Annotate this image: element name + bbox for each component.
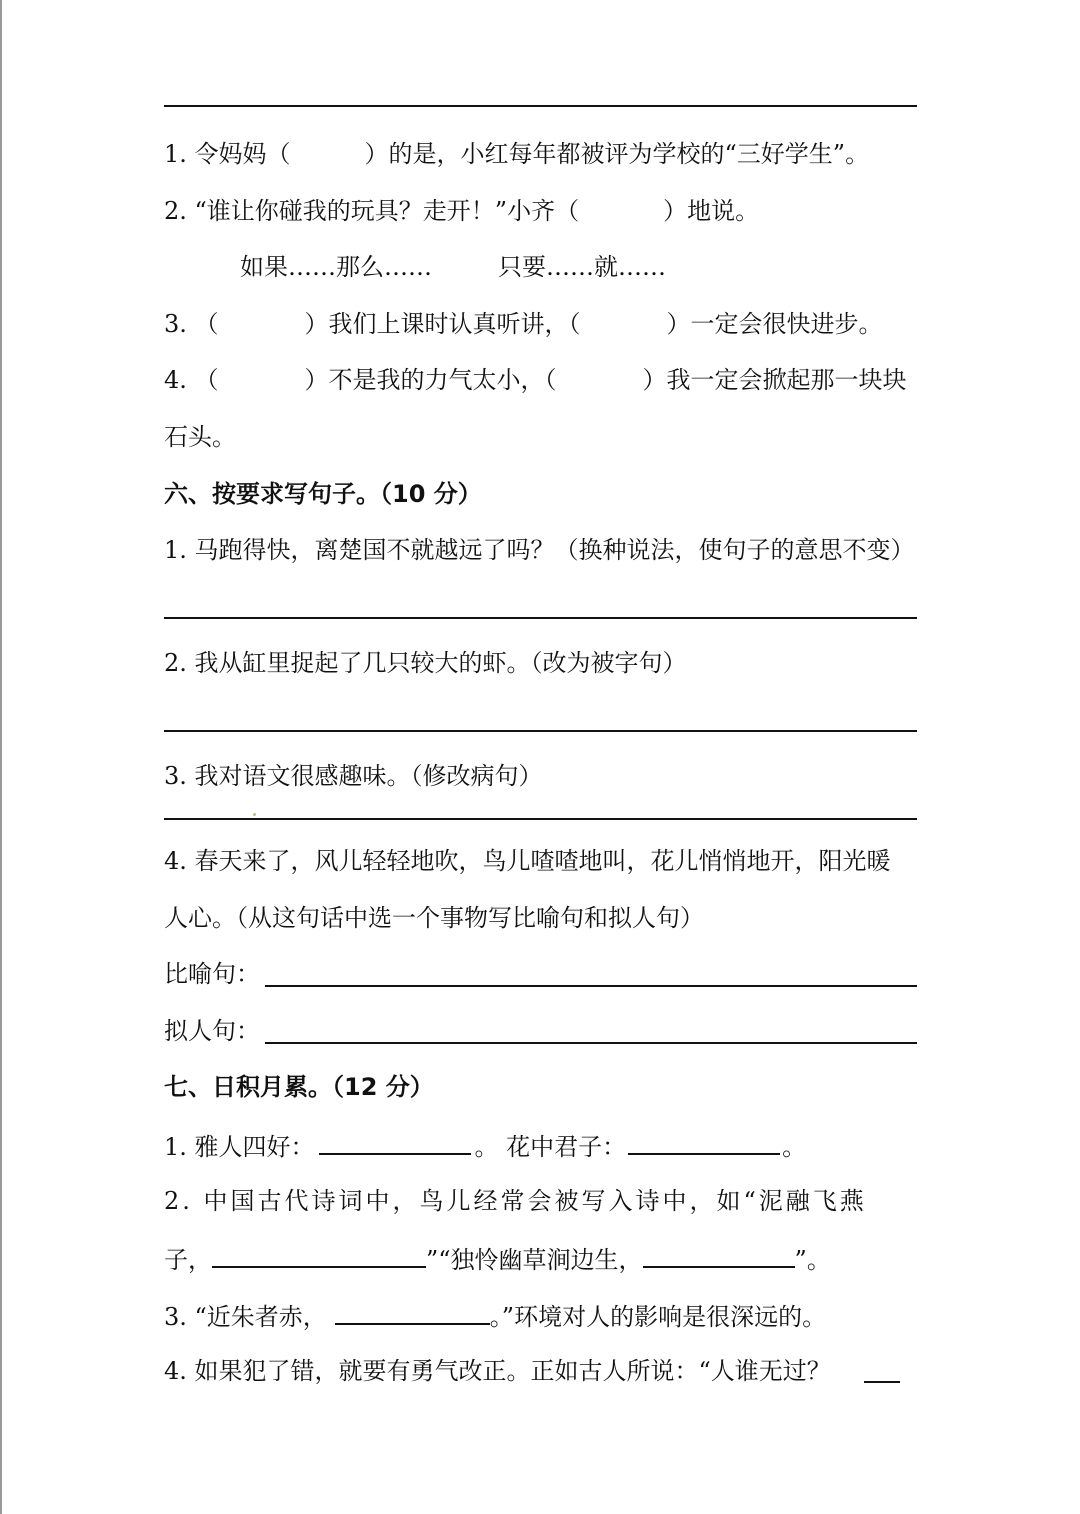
speck [253, 813, 256, 816]
answer-line [164, 105, 917, 107]
question-s5-2: 2. “谁让你碰我的玩具？走开！”小齐（ ）地说。 [164, 197, 760, 225]
question-s6-1: 1. 马跑得快，离楚国不就越远了吗？（换种说法，使句子的意思不变） [164, 536, 915, 564]
question-s5-4: 4. （ ）不是我的力气太小，（ ）我一定会掀起那一块块 [164, 366, 907, 394]
question-s7-2-cont: 子， ”“独怜幽草涧边生， ”。 [164, 1242, 831, 1275]
fill-blank[interactable] [864, 1381, 900, 1383]
fill-blank[interactable] [335, 1299, 490, 1325]
question-s6-4-cont: 人心。（从这句话中选一个事物写比喻句和拟人句） [164, 904, 704, 932]
answer-line[interactable] [164, 617, 917, 619]
answer-line[interactable] [164, 730, 917, 732]
question-s5-1: 1. 令妈妈（ ）的是，小红每年都被评为学校的“三好学生”。 [164, 140, 870, 168]
question-s5-4-cont: 石头。 [164, 423, 236, 451]
conjunction-options: 如果……那么…… 只要……就…… [240, 253, 666, 281]
question-s5-3: 3. （ ）我们上课时认真听讲，（ ）一定会很快进步。 [164, 310, 883, 338]
question-s7-1: 1. 雅人四好： 。 花中君子： 。 [164, 1129, 806, 1162]
fill-blank[interactable] [643, 1242, 795, 1268]
question-s7-2: 2. 中国古代诗词中，鸟儿经常会被写入诗中，如“泥融飞燕 [164, 1187, 867, 1215]
fill-blank[interactable] [319, 1129, 471, 1155]
section-title-6: 六、按要求写句子。（10 分） [164, 480, 482, 508]
question-s6-2: 2. 我从缸里捉起了几只较大的虾。（改为被字句） [164, 649, 687, 677]
question-s7-3: 3. “近朱者赤， 。”环境对人的影响是很深远的。 [164, 1299, 826, 1332]
fill-blank[interactable] [212, 1242, 426, 1268]
question-s6-4: 4. 春天来了，风儿轻轻地吹，鸟儿喳喳地叫，花儿悄悄地开，阳光暖 [164, 847, 891, 875]
answer-line[interactable] [164, 818, 917, 820]
simile-label: 比喻句： [164, 960, 260, 988]
question-s6-3: 3. 我对语文很感趣味。（修改病句） [164, 762, 543, 790]
question-s7-4: 4. 如果犯了错，就要有勇气改正。正如古人所说：“人谁无过？ [164, 1357, 831, 1385]
page-edge [0, 0, 2, 1514]
simile-answer-line[interactable] [265, 985, 917, 987]
personification-label: 拟人句： [164, 1017, 260, 1045]
personification-answer-line[interactable] [265, 1042, 917, 1044]
section-title-7: 七、日积月累。（12 分） [164, 1073, 434, 1101]
fill-blank[interactable] [628, 1129, 780, 1155]
